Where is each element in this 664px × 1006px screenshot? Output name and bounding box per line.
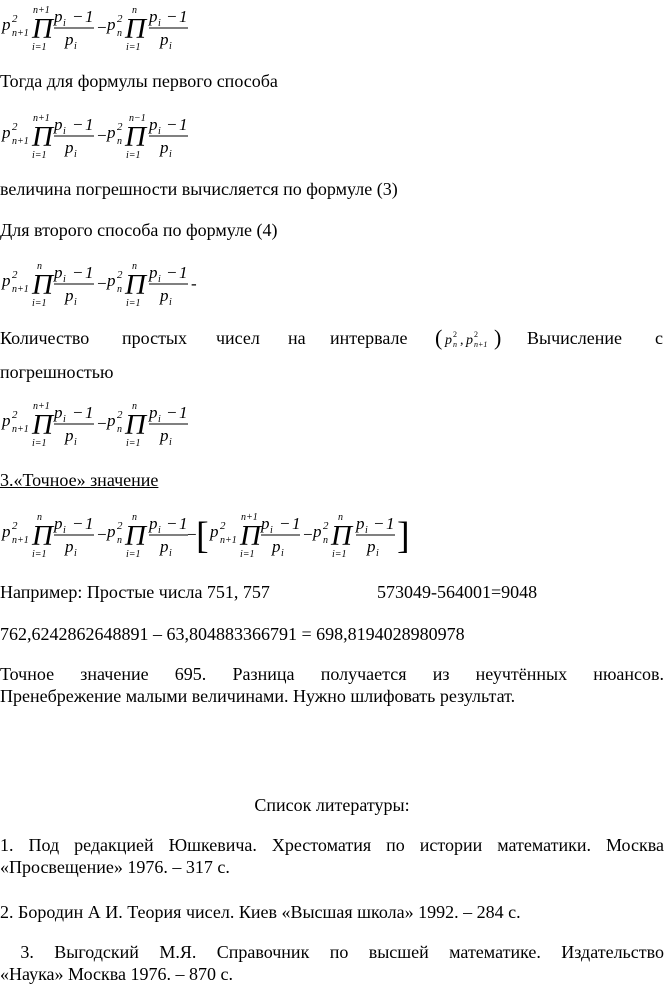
f4-prod2: Π [125,409,146,441]
f3-den2-i: i [169,297,172,308]
f5-sub2: n [117,535,122,546]
f3-num2-i: i [158,274,161,285]
f5-in-prod2: Π [331,520,352,552]
word-prostyh: простых [122,328,188,348]
f2-prod: Π [32,121,53,153]
f5-in-num2-i: i [365,525,368,536]
f5-in-num-1: 1 [292,514,301,533]
f2-sub: n+1 [12,136,29,147]
f3-minus: − [96,274,108,293]
f2-den-p: p [65,138,74,157]
reference-3-line-1: 3. Выгодский М.Я. Справочник по высшей математике. Издательство [0,942,664,962]
formula-3-svg [0,256,210,310]
f1-prod: Π [32,13,53,45]
formula-2-svg [0,108,200,162]
f5-den-i: i [74,548,77,559]
f5-in-p-n: p [313,522,322,541]
f2-num2-i: i [158,126,161,137]
interval-lparen: ( [435,325,443,350]
f5-in-prod-top: n+1 [241,512,258,523]
f3-num2-1: 1 [179,263,188,282]
f5-num-i: i [63,525,66,536]
f3-p-n: p [107,271,116,290]
f4-num-1: 1 [85,403,94,422]
interval-pn: p [445,333,452,348]
f5-den2-p: p [160,537,169,556]
f5-p-n: p [107,522,116,541]
f3-prod-top: n [37,261,42,272]
f1-sup2: 2 [117,13,123,25]
f2-num2-1: 1 [179,115,188,134]
f5-den2-i: i [169,548,172,559]
f5-in-sub2: n [323,535,328,546]
f4-den2-p: p [160,426,169,445]
f5-in-den2-i: i [376,548,379,559]
f1-sup: 2 [12,13,18,25]
f3-prod-bot: i=1 [32,298,47,309]
f5-minus: − [96,525,108,544]
f3-num-i: i [63,274,66,285]
f3-num-1: 1 [85,263,94,282]
interval-pn1: p [466,333,473,348]
f2-sub2: n [117,136,122,147]
interval-pn-sub: n [453,340,457,349]
f5-in-sub: n+1 [220,535,237,546]
example-calc: 573049-564001=9048 [377,582,538,602]
f1-num-minus: − [72,7,84,26]
f4-sup2: 2 [117,409,123,421]
f2-num-p: p [54,115,63,134]
f5-num2-i: i [158,525,161,536]
f4-den-p: p [65,426,74,445]
formula-1-svg [0,0,200,54]
word-vychislenie: Вычисление [527,328,623,348]
formula-2 [0,108,200,167]
calc-line: 762,6242862648891 – 63,804883366791 = 698,8194028980978 [0,624,465,644]
reference-1-line-2: «Просвещение» 1976. – 317 с. [0,857,230,877]
word-s: с [655,328,663,348]
reference-item-3 [0,941,664,985]
f3-prod2-top: n [132,261,137,272]
f2-num-i: i [63,126,66,137]
f4-prod-top: n+1 [33,401,50,412]
f3-num-p: p [54,263,63,282]
f4-num2-i: i [158,414,161,425]
f4-prod2-top: n [132,401,137,412]
f1-den2-i: i [169,41,172,52]
formula-1 [0,0,200,59]
f5-in-p-n1: p [210,522,219,541]
f3-num-minus: − [72,263,84,282]
f1-num2-1: 1 [179,7,188,26]
f5-prod2-top: n [132,512,137,523]
f4-num-minus: − [72,403,84,422]
f5-minus-bracket: − [186,525,198,544]
formula-5 [0,505,410,570]
f3-den2-p: p [160,286,169,305]
f2-p-n1: p [2,123,11,142]
f1-den2-p: p [160,30,169,49]
f5-prod2: Π [125,520,146,552]
word-na: на [288,328,306,348]
f2-num-minus: − [72,115,84,134]
f4-sub2: n [117,424,122,435]
f3-num2-minus: − [166,263,178,282]
f5-num2-1: 1 [179,514,188,533]
exact-value-line-2: Пренебрежение малыми величинами. Нужно шлифовать результат. [0,686,516,706]
f5-prod-bot: i=1 [32,549,47,560]
f5-in-prod: Π [240,520,261,552]
f5-in-sup2: 2 [323,520,329,532]
f3-prod2: Π [125,269,146,301]
f1-num2-minus: − [166,7,178,26]
interval-pn1-sub: n+1 [474,340,488,349]
f5-prod-top: n [37,512,42,523]
first-method-text: Тогда для формулы первого способа [0,71,278,91]
f1-num2-p: p [149,7,158,26]
f1-prod2: Π [125,13,146,45]
f3-sub: n+1 [12,284,29,295]
f1-p-n: p [107,15,116,34]
f2-num2-p: p [149,115,158,134]
f5-in-num-minus: − [279,514,291,533]
f1-den-p: p [65,30,74,49]
exact-value-paragraph [0,663,664,707]
f4-prod-bot: i=1 [32,438,47,449]
f5-p-n1: p [2,522,11,541]
f1-prod-bot: i=1 [32,42,47,53]
f4-num2-p: p [149,403,158,422]
interval-comma: , [460,333,464,348]
f2-den2-i: i [169,149,172,160]
count-line2: погрешностью [0,362,114,382]
f5-in-den2-p: p [367,537,376,556]
f2-den2-p: p [160,138,169,157]
interval-pn1-sup: 2 [474,330,478,339]
f1-num-1: 1 [85,7,94,26]
reference-item-1 [0,834,664,878]
f4-prod: Π [32,409,53,441]
f3-trailing-dash: - [191,274,197,293]
f5-in-prod2-top: n [338,512,343,523]
f4-minus: − [96,414,108,433]
f1-minus: − [96,18,108,37]
f4-num2-minus: − [166,403,178,422]
f2-den-i: i [74,149,77,160]
interval-formula [435,323,509,355]
f1-prod-top: n+1 [33,5,50,16]
f4-p-n1: p [2,411,11,430]
f5-sup2: 2 [117,520,123,532]
error-formula-text: величина погрешности вычисляется по формуле (3) [0,179,398,199]
f5-in-num-i: i [270,525,273,536]
reference-item-2: 2. Бородин А И. Теория чисел. Киев «Высшая школа» 1992. – 284 с. [0,902,521,922]
f2-prod2-top: n−1 [129,113,146,124]
f5-num-minus: − [72,514,84,533]
f4-num-i: i [63,414,66,425]
f1-prod2-bot: i=1 [126,42,141,53]
f5-in-num-p: p [261,514,270,533]
formula-4 [0,396,200,455]
references-title: Список литературы: [254,795,410,815]
f5-in-prod2-bot: i=1 [332,549,347,560]
f4-den2-i: i [169,437,172,448]
exact-value-line-1: Точное значение 695. Разница получается из неучтённых нюансов. [0,664,664,684]
f3-prod2-bot: i=1 [126,298,141,309]
f1-p-n1: p [2,15,11,34]
f5-in-sup: 2 [220,520,226,532]
f5-prod: Π [32,520,53,552]
f2-prod2-bot: i=1 [126,150,141,161]
f1-num2-i: i [158,18,161,29]
f5-sub: n+1 [12,535,29,546]
f4-prod2-bot: i=1 [126,438,141,449]
f4-num-p: p [54,403,63,422]
reference-3-line-2: «Наука» Москва 1976. – 870 с. [0,964,234,984]
f5-in-den-p: p [272,537,281,556]
f5-num2-minus: − [166,514,178,533]
f2-prod2: Π [125,121,146,153]
reference-1-line-1: 1. Под редакцией Юшкевича. Хрестоматия по истории математики. Москва [0,835,664,855]
f1-num-i: i [63,18,66,29]
f3-p-n1: p [2,271,11,290]
f1-num-p: p [54,7,63,26]
f5-right-bracket: ] [397,515,410,557]
f2-num-1: 1 [85,115,94,134]
f2-prod-top: n+1 [33,113,50,124]
f3-num2-p: p [149,263,158,282]
f1-sub: n+1 [12,28,29,39]
f2-num2-minus: − [166,115,178,134]
f5-left-bracket: [ [196,515,209,557]
f4-sub: n+1 [12,424,29,435]
f4-den-i: i [74,437,77,448]
f5-num-1: 1 [85,514,94,533]
example-label: Например: Простые числа 751, 757 [0,582,270,602]
f5-num-p: p [54,514,63,533]
second-method-text: Для второго способа по формуле (4) [0,220,278,240]
f4-p-n: p [107,411,116,430]
formula-5-svg [0,505,410,565]
f3-sup: 2 [12,269,18,281]
f5-in-num2-minus: − [373,514,385,533]
f2-minus: − [96,126,108,145]
f3-sup2: 2 [117,269,123,281]
f5-num2-p: p [149,514,158,533]
interval-rparen: ) [494,325,502,350]
f5-in-minus: − [302,525,314,544]
f5-in-num2-1: 1 [386,514,395,533]
f1-den-i: i [74,41,77,52]
f2-prod-bot: i=1 [32,150,47,161]
interval-line [0,327,664,351]
word-kolichestvo: Количество [0,328,90,348]
example-line [0,581,664,603]
f5-in-prod-bot: i=1 [240,549,255,560]
f3-den-p: p [65,286,74,305]
f5-sup: 2 [12,520,18,532]
f5-prod2-bot: i=1 [126,549,141,560]
interval-pn-sup: 2 [453,330,457,339]
formula-3 [0,256,210,315]
f2-sup2: 2 [117,121,123,133]
f5-den-p: p [65,537,74,556]
formula-4-svg [0,396,200,450]
word-chisel: чисел [216,328,260,348]
f2-sup: 2 [12,121,18,133]
f4-num2-1: 1 [179,403,188,422]
f3-prod: Π [32,269,53,301]
f4-sup: 2 [12,409,18,421]
f5-in-num2-p: p [356,514,365,533]
word-intervale: интервале [330,328,408,348]
f5-in-den-i: i [281,548,284,559]
f1-prod2-top: n [132,5,137,16]
exact-heading: 3.«Точное» значение [0,470,159,490]
f2-p-n: p [107,123,116,142]
f3-sub2: n [117,284,122,295]
f1-sub2: n [117,28,122,39]
f3-den-i: i [74,297,77,308]
